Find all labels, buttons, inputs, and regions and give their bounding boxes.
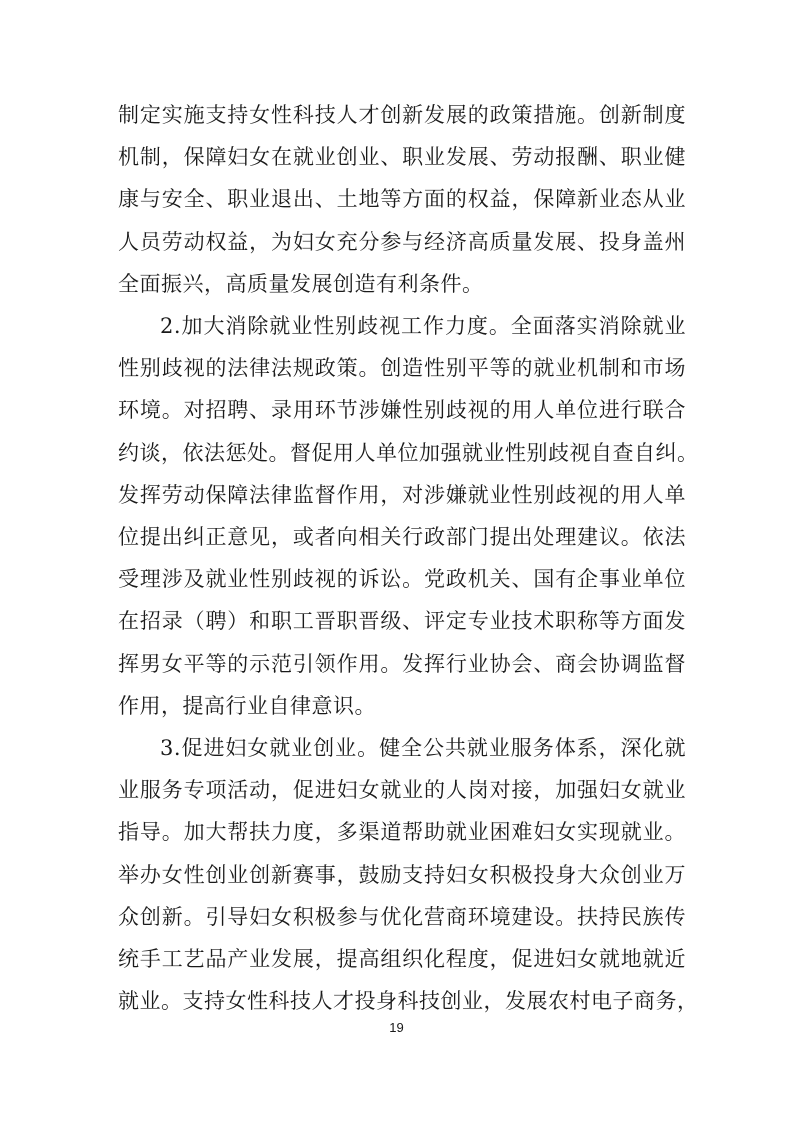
text-line: 发挥劳动保障法律监督作用，对涉嫌就业性别歧视的用人单 [118, 482, 686, 507]
text-line: 位提出纠正意见，或者向相关行政部门提出处理建议。依法 [118, 525, 686, 549]
text-line: 众创新。引导妇女积极参与优化营商环境建设。扶持民族传 [118, 904, 686, 929]
section-heading-line: 2.加大消除就业性别歧视工作力度。全面落实消除就业 [160, 314, 686, 338]
text-line: 受理涉及就业性别歧视的诉讼。党政机关、国有企事业单位 [118, 567, 686, 592]
text-line: 挥男女平等的示范引领作用。发挥行业协会、商会协调监督 [118, 651, 686, 676]
text-line: 举办女性创业创新赛事，鼓励支持妇女积极投身大众创业万 [118, 862, 686, 887]
text-line: 康与安全、职业退出、土地等方面的权益，保障新业态从业 [118, 187, 686, 212]
text-line: 在招录（聘）和职工晋职晋级、评定专业技术职称等方面发 [118, 609, 686, 634]
text-line: 制定实施支持女性科技人才创新发展的政策措施。创新制度 [118, 103, 686, 127]
text-line: 统手工艺品产业发展，提高组织化程度，促进妇女就地就近 [118, 947, 686, 971]
text-line: 就业。支持女性科技人才投身科技创业，发展农村电子商务， [118, 989, 699, 1014]
text-line: 性别歧视的法律法规政策。创造性别平等的就业机制和市场 [118, 356, 686, 381]
text-line: 指导。加大帮扶力度，多渠道帮助就业困难妇女实现就业。 [118, 820, 686, 845]
text-line: 环境。对招聘、录用环节涉嫌性别歧视的用人单位进行联合 [118, 398, 686, 423]
text-line: 约谈，依法惩处。督促用人单位加强就业性别歧视自查自纠。 [118, 440, 699, 465]
text-line: 作用，提高行业自律意识。 [118, 693, 376, 718]
text-line: 人员劳动权益，为妇女充分参与经济高质量发展、投身盖州 [118, 229, 686, 254]
text-line: 全面振兴，高质量发展创造有利条件。 [118, 271, 484, 296]
section-heading-line: 3.促进妇女就业创业。健全公共就业服务体系，深化就 [160, 736, 686, 760]
text-line: 机制，保障妇女在就业创业、职业发展、劳动报酬、职业健 [118, 145, 686, 170]
text-line: 业服务专项活动，促进妇女就业的人岗对接，加强妇女就业 [118, 778, 686, 803]
page-number: 19 [389, 1020, 404, 1035]
